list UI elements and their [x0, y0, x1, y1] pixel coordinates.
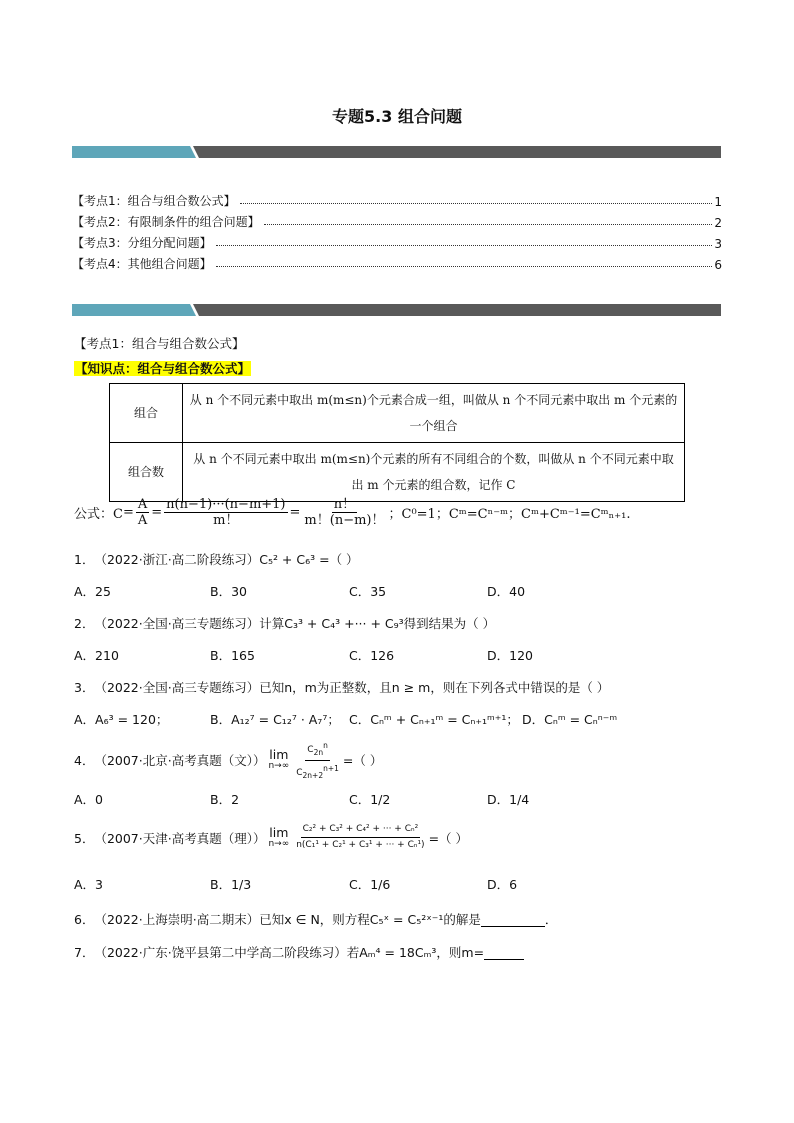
toc-item[interactable]: 【考点2：有限制条件的组合问题】 2 — [72, 215, 722, 230]
table-of-contents — [72, 188, 722, 272]
section-heading: 【考点1：组合与组合数公式】 — [74, 336, 245, 351]
option[interactable]: D．Cₙᵐ = Cₙⁿ⁻ᵐ — [522, 712, 618, 727]
question-5: 5． （2007·天津·高考真题（理）） lim n→∞ $\frac{\text{C₂² + C₃² + C₄² + ··· + Cₙ²}}{\text{n(C₁¹ + C₂¹ + C₃¹ + ··· + Cₙ¹)}}$ =（ ） — [74, 822, 468, 853]
answer-blank[interactable] — [484, 944, 524, 960]
formula-line: 公式：C = $\frac{A}{A}$ = $\frac{n(n-1)\cdot\cdot\cdot(n-m+1)}{m!}$ = $\frac{n!}{m!(n-m)!}$ ；C⁰=1；Cᵐ=Cⁿ⁻ᵐ；Cᵐ+Cᵐ⁻¹=Cᵐₙ₊₁. — [74, 497, 631, 528]
page-title: 专题5.3 组合问题 — [332, 107, 462, 126]
option[interactable]: B．A₁₂⁷ = C₁₂⁷ · A₇⁷； — [210, 712, 340, 727]
option[interactable]: C．126 — [349, 648, 395, 663]
option[interactable]: D．40 — [487, 584, 526, 599]
option[interactable]: A．3 — [74, 877, 104, 892]
option[interactable]: C．1/6 — [349, 877, 391, 892]
definition-table — [109, 383, 685, 502]
table-value: 从 n 个不同元素中取出 m(m≤n)个元素合成一组，叫做从 n 个不同元素中取出 m 个元素的一个组合 — [183, 384, 685, 443]
question-2: 2． （2022·全国·高三专题练习）计算C₃³ + C₄³ +··· + C₉³得到结果为（ ） — [74, 616, 496, 631]
header-band — [72, 146, 721, 158]
option[interactable]: D．6 — [487, 877, 518, 892]
option[interactable]: D．1/4 — [487, 792, 530, 807]
table-key: 组合 — [110, 384, 183, 443]
option[interactable]: A．0 — [74, 792, 104, 807]
fraction: $\frac{C_{2n}^n}{C_{2n+2}^{n+1}}$ — [294, 738, 341, 783]
question-3: 3． （2022·全国·高三专题练习）已知n，m为正整数，且n ≥ m，则在下列各式中错误的是（ ） — [74, 680, 610, 695]
section-band — [72, 304, 721, 316]
option[interactable]: A．A₆³ = 120； — [74, 712, 169, 727]
option[interactable]: B．165 — [210, 648, 255, 663]
fraction: $\frac{\text{C₂² + C₃² + C₄² + ··· + Cₙ²}}{\text{n(C₁¹ + C₂¹ + C₃¹ + ··· + Cₙ¹)}}$ — [296, 824, 425, 850]
option[interactable]: B．30 — [210, 584, 247, 599]
knowledge-heading: 【知识点：组合与组合数公式】 — [75, 361, 251, 376]
option[interactable]: D．120 — [487, 648, 533, 663]
limit-expression: lim n→∞ — [268, 747, 290, 772]
option[interactable]: C．Cₙᵐ + Cₙ₊₁ᵐ = Cₙ₊₁ᵐ⁺¹； — [349, 712, 519, 727]
table-row — [110, 384, 685, 443]
toc-item[interactable]: 【考点4：其他组合问题】 6 — [72, 257, 722, 272]
question-4: 4． （2007·北京·高考真题（文）） lim n→∞ $\frac{C_{2n}^n}{C_{2n+2}^{n+1}}$ =（ ） — [74, 738, 382, 783]
option[interactable]: C．1/2 — [349, 792, 391, 807]
limit-expression: lim n→∞ — [268, 824, 290, 849]
question-7: 7． （2022·广东·饶平县第二中学高二阶段练习）若Aₘ⁴ = 18Cₘ³，则m= — [74, 943, 524, 961]
question-6: 6． （2022·上海崇明·高二期末）已知x ∈ N，则方程C₅ˣ = C₅²ˣ⁻¹的解是 ． — [74, 912, 558, 927]
table-value: 从 n 个不同元素中取出 m(m≤n)个元素的所有不同组合的个数，叫做从 n 个不同元素中取出 m 个元素的组合数，记作 C — [183, 443, 685, 502]
option[interactable]: B．2 — [210, 792, 240, 807]
option[interactable]: C．35 — [349, 584, 387, 599]
toc-item[interactable]: 【考点1：组合与组合数公式】 1 — [72, 194, 722, 209]
option[interactable]: A．25 — [74, 584, 111, 599]
toc-item[interactable]: 【考点3：分组分配问题】 3 — [72, 236, 722, 251]
table-row — [110, 443, 685, 502]
option[interactable]: B．1/3 — [210, 877, 252, 892]
option[interactable]: A．210 — [74, 648, 119, 663]
answer-blank[interactable] — [481, 911, 545, 927]
table-key: 组合数 — [110, 443, 183, 502]
question-1: 1． （2022·浙江·高二阶段练习）C₅² + C₆³ =（ ） — [74, 552, 359, 567]
